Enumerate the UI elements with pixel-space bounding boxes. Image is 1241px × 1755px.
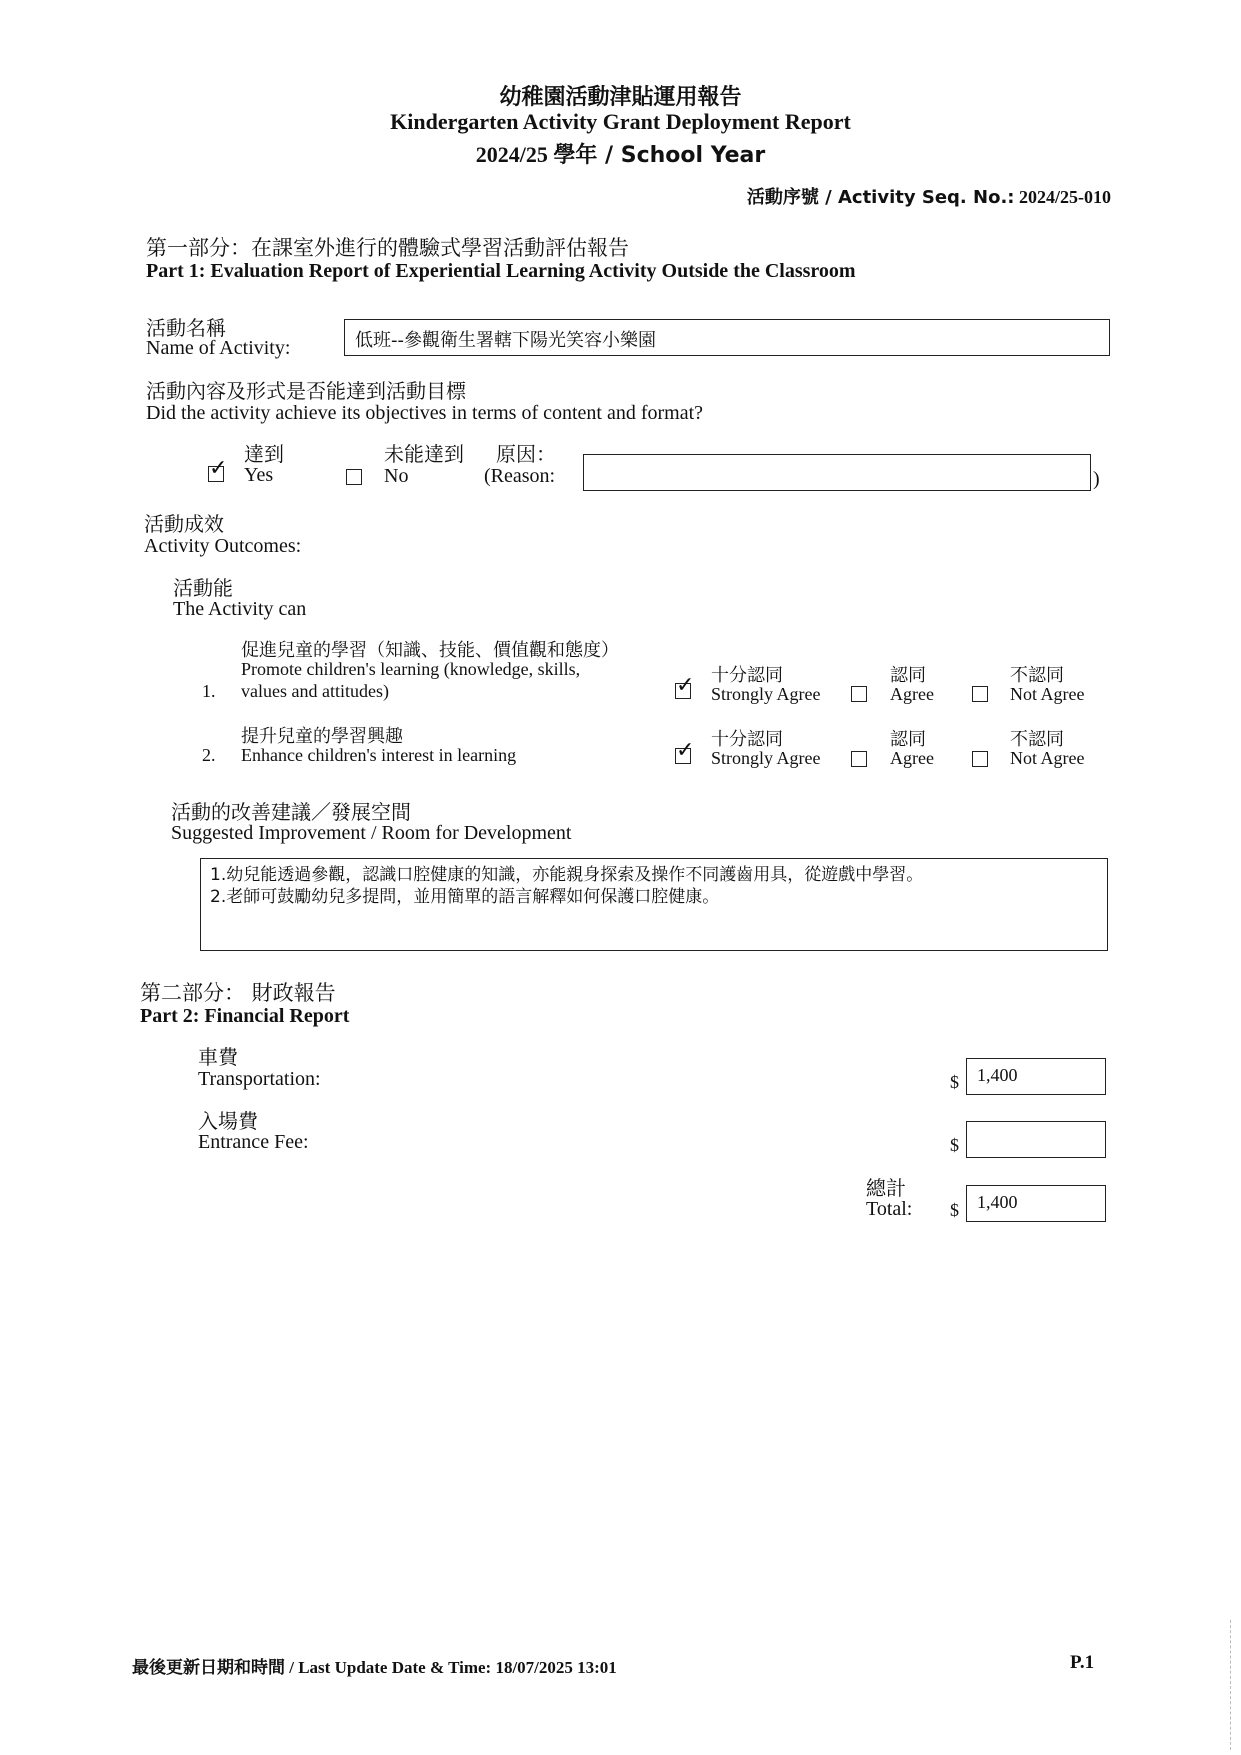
item1-strongly-agree-cn: 十分認同: [711, 665, 783, 686]
total-currency: $: [950, 1200, 959, 1220]
transport-label-cn: 車費: [198, 1045, 238, 1069]
activity-name-value: 低班--參觀衛生署轄下陽光笑容小樂園: [355, 330, 656, 351]
item2-agree-cn: 認同: [890, 729, 926, 750]
item2-not-agree-checkbox[interactable]: [972, 751, 988, 767]
transport-currency: $: [950, 1072, 959, 1092]
part2-title-cn: 第二部分： 財政報告: [140, 981, 336, 1005]
report-title-cn: 幼稚園活動津貼運用報告: [499, 85, 742, 110]
no-label-en: No: [384, 465, 409, 487]
transport-label-en: Transportation:: [198, 1068, 321, 1090]
item2-not-agree-cn: 不認同: [1010, 729, 1064, 750]
entrance-label-cn: 入場費: [198, 1109, 258, 1133]
item2-strongly-agree-checkbox[interactable]: [675, 738, 695, 764]
item2-text-en: Enhance children's interest in learning: [241, 745, 517, 765]
activity-seq-label: 活動序號 / Activity Seq. No.:: [746, 187, 1015, 208]
objective-question-en: Did the activity achieve its objectives in terms of content and format?: [146, 402, 704, 424]
item1-strongly-agree-en: Strongly Agree: [711, 684, 821, 704]
total-label-en: Total:: [866, 1198, 913, 1220]
item1-agree-en: Agree: [890, 684, 934, 704]
entrance-label-en: Entrance Fee:: [198, 1131, 309, 1153]
check-mark-icon: ✓: [676, 673, 695, 698]
item1-agree-checkbox[interactable]: [851, 686, 867, 702]
school-year-label: 學年 / School Year: [553, 143, 766, 168]
total-label-cn: 總計: [866, 1176, 906, 1200]
item1-not-agree-en: Not Agree: [1010, 684, 1085, 704]
check-mark-icon: ✓: [676, 738, 695, 763]
no-checkbox[interactable]: [346, 469, 362, 485]
activity-can-en: The Activity can: [173, 598, 307, 620]
scan-edge-line: [1230, 1620, 1231, 1750]
item2-strongly-agree-cn: 十分認同: [711, 729, 783, 750]
item1-text-cn: 促進兒童的學習（知識、技能、價值觀和態度）: [241, 640, 619, 661]
item1-agree-cn: 認同: [890, 665, 926, 686]
reason-label-cn: 原因：: [496, 442, 556, 466]
school-year-line: [0, 138, 1241, 169]
last-update: 最後更新日期和時間 / Last Update Date & Time: 18/07/2025 13:01: [132, 1658, 617, 1677]
item2-number: 2.: [202, 745, 216, 765]
transport-value: 1,400: [977, 1065, 1018, 1085]
school-year-value: 2024/25: [475, 142, 548, 167]
objective-question-cn: 活動內容及形式是否能達到活動目標: [146, 379, 466, 403]
part1-title-cn: 第一部分：在課室外進行的體驗式學習活動評估報告: [146, 236, 629, 260]
transport-field[interactable]: [966, 1058, 1106, 1095]
check-mark-icon: ✓: [209, 456, 228, 481]
activity-name-field[interactable]: [344, 319, 1110, 356]
item1-not-agree-cn: 不認同: [1010, 665, 1064, 686]
total-field[interactable]: [966, 1185, 1106, 1222]
improvement-label-en: Suggested Improvement / Room for Development: [171, 822, 572, 844]
entrance-field[interactable]: [966, 1121, 1106, 1158]
item2-agree-en: Agree: [890, 748, 934, 768]
item1-text-en: Promote children's learning (knowledge, skills, values and attitudes): [241, 659, 581, 701]
part2-title-en: Part 2: Financial Report: [140, 1005, 350, 1027]
activity-name-label-cn: 活動名稱: [146, 316, 226, 340]
outcomes-label-cn: 活動成效: [144, 512, 224, 536]
item1-not-agree-checkbox[interactable]: [972, 686, 988, 702]
entrance-currency: $: [950, 1135, 959, 1155]
improvement-label-cn: 活動的改善建議／發展空間: [171, 800, 411, 824]
yes-checkbox[interactable]: [208, 456, 228, 482]
activity-name-label-en: Name of Activity:: [146, 337, 291, 359]
item1-strongly-agree-checkbox[interactable]: [675, 673, 695, 699]
no-label-cn: 未能達到: [384, 442, 464, 466]
reason-close-paren: ): [1093, 468, 1100, 490]
outcomes-label-en: Activity Outcomes:: [144, 535, 302, 557]
reason-label-en: (Reason:: [484, 465, 556, 487]
item2-text-cn: 提升兒童的學習興趣: [241, 726, 403, 747]
reason-field[interactable]: [583, 454, 1091, 491]
total-value: 1,400: [977, 1192, 1018, 1212]
item2-not-agree-en: Not Agree: [1010, 748, 1085, 768]
activity-seq-value: 2024/25-010: [1019, 187, 1111, 207]
yes-label-cn: 達到: [244, 442, 284, 466]
item1-number: 1.: [202, 681, 216, 701]
improvement-text: 1.幼兒能透過參觀，認識口腔健康的知識，亦能親身探索及操作不同護齒用具，從遊戲中學習。 2.老師可鼓勵幼兒多提問，並用簡單的語言解釋如何保護口腔健康。: [210, 865, 924, 907]
improvement-field[interactable]: [200, 858, 1108, 951]
item2-strongly-agree-en: Strongly Agree: [711, 748, 821, 768]
activity-can-cn: 活動能: [173, 576, 233, 600]
part1-title-en: Part 1: Evaluation Report of Experiential Learning Activity Outside the Classroom: [146, 260, 856, 282]
yes-label-en: Yes: [244, 464, 274, 486]
activity-seq: [747, 183, 1111, 209]
page-number: P.1: [1070, 1652, 1095, 1673]
item2-agree-checkbox[interactable]: [851, 751, 867, 767]
report-title-en: Kindergarten Activity Grant Deployment Report: [390, 109, 851, 134]
